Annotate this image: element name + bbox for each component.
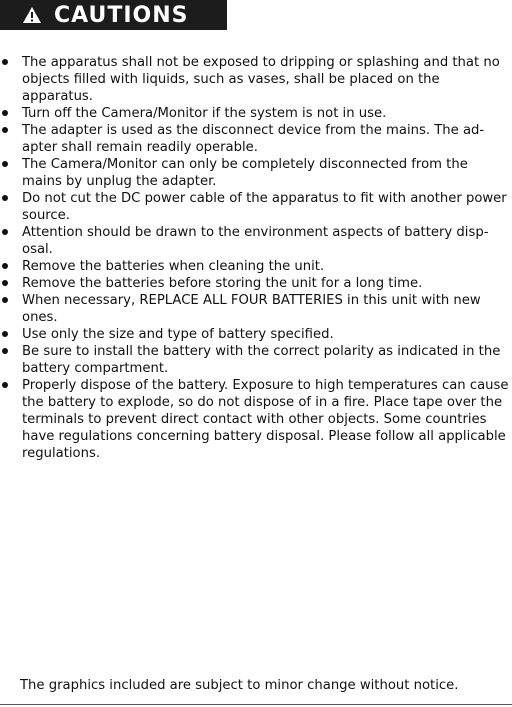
- list-item: [0, 326, 512, 343]
- caution-text: Use only the size and type of battery specified.: [22, 327, 334, 342]
- caution-text: Turn off the Camera/Monitor if the system is not in use.: [22, 106, 387, 121]
- bullet-icon: [2, 110, 8, 116]
- caution-text: The apparatus shall not be exposed to dripping or splashing and that no objects filled with liquids, such as vases, shall be placed on the apparatus.: [22, 55, 500, 104]
- bullet-icon: [2, 331, 8, 337]
- bullet-icon: [2, 280, 8, 286]
- caution-text: The Camera/Monitor can only be completely disconnected from the mains by unplug the adapter.: [22, 157, 468, 189]
- bullet-icon: [2, 127, 8, 133]
- list-item: [0, 343, 512, 377]
- list-item: [0, 54, 512, 105]
- caution-text: Properly dispose of the battery. Exposure to high temperatures can cause the battery to explode, so do not dispose of in a fire. Place tape over the terminals to prevent direct contact with other objects. Some countries have regulations concerning battery disposal. Please follow all applicable regulations.: [22, 378, 509, 461]
- caution-text: Attention should be drawn to the environment aspects of battery disp-osal.: [22, 225, 489, 257]
- bullet-icon: [2, 59, 8, 65]
- bullet-icon: [2, 263, 8, 269]
- caution-text: Be sure to install the battery with the correct polarity as indicated in the battery compartment.: [22, 344, 501, 376]
- footer-note: The graphics included are subject to minor change without notice.: [20, 678, 459, 693]
- page-title: CAUTIONS: [54, 2, 189, 28]
- cautions-list: [0, 54, 512, 462]
- list-item: [0, 292, 512, 326]
- caution-text: Remove the batteries before storing the unit for a long time.: [22, 276, 423, 291]
- divider: [0, 704, 512, 705]
- list-item: [0, 224, 512, 258]
- list-item: [0, 105, 512, 122]
- bullet-icon: [2, 297, 8, 303]
- bullet-icon: [2, 348, 8, 354]
- list-item: [0, 377, 512, 462]
- caution-text: The adapter is used as the disconnect device from the mains. The ad-apter shall remain readily operable.: [22, 123, 485, 155]
- bullet-icon: [2, 382, 8, 388]
- list-item: [0, 258, 512, 275]
- bullet-icon: [2, 161, 8, 167]
- caution-text: Remove the batteries when cleaning the unit.: [22, 259, 325, 274]
- caution-text: Do not cut the DC power cable of the apparatus to fit with another power source.: [22, 191, 507, 223]
- list-item: [0, 156, 512, 190]
- list-item: [0, 275, 512, 292]
- cautions-banner: [0, 0, 227, 30]
- bullet-icon: [2, 229, 8, 235]
- list-item: [0, 190, 512, 224]
- bullet-icon: [2, 195, 8, 201]
- list-item: [0, 122, 512, 156]
- caution-text: When necessary, REPLACE ALL FOUR BATTERIES in this unit with new ones.: [22, 293, 481, 325]
- warning-triangle-icon: [22, 6, 42, 24]
